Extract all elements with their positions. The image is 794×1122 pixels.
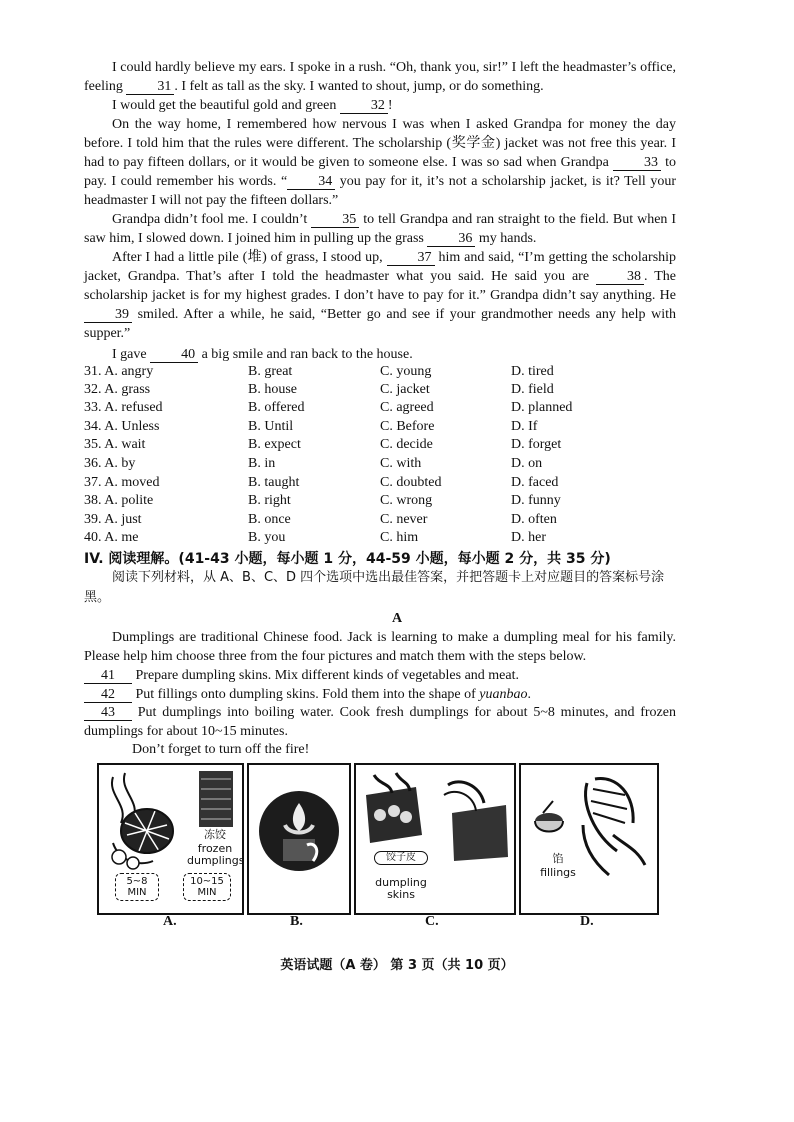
text: you pay for it, it’s not a scholarship jacket, is it? Tell your headmaster I will not pay the fifteen dollars.”	[84, 174, 677, 208]
section-heading: IV. 阅读理解。(41-43 小题，每小题 1 分，44-59 小题，每小题 2 分，共 35 分)	[84, 551, 611, 567]
text: to pay. I could remember his words. “	[84, 155, 677, 189]
reminder: Don’t forget to turn off the fire!	[132, 742, 310, 757]
text: After I had a little pile (堆) of grass, I stood up,	[112, 250, 383, 265]
passage-paragraph-6	[84, 345, 676, 364]
text: . I felt as tall as the sky. I wanted to shout, jump, or do something.	[174, 79, 544, 94]
text: I could hardly believe my ears. I spoke in a rush. “Oh, thank you, sir!” I left the headmaster’s office, feeling	[84, 60, 676, 94]
section-instruction: 阅读下列材料，从 A、B、C、D 四个选项中选出最佳答案，并把答题卡上对应题目的答案标号涂黑。	[84, 570, 665, 605]
option-36-c: C. with	[380, 456, 422, 471]
text: Prepare dumpling skins. Mix different kinds of vegetables and meat.	[135, 668, 519, 683]
option-40-d: D. her	[511, 530, 546, 545]
text: smiled. After a while, he said, “Better go and see if your grandmother needs any help with supper.”	[84, 307, 676, 341]
option-35-a: 35. A. wait	[84, 437, 146, 452]
passage-paragraph-3	[84, 115, 676, 210]
blank-37: 37	[387, 250, 435, 266]
intro-paragraph: Dumplings are traditional Chinese food. Jack is learning to make a dumpling meal for his family. Please help him choose three from the four pictures and match them with the steps below.	[84, 630, 676, 664]
stove-fire-icon	[249, 765, 349, 913]
blank-40: 40	[150, 347, 198, 363]
picture-label-c: C.	[425, 914, 439, 929]
skins-label: skins	[387, 888, 415, 901]
frozen-dumplings-cn: 冻饺	[204, 828, 226, 841]
option-39-a: 39. A. just	[84, 512, 142, 527]
blank-41: 41	[84, 668, 132, 684]
fillings-label: fillings	[540, 866, 576, 879]
text: On the way home, I remembered how nervous I was when I asked Grandpa for money the day before. I told him that the rules were different. The scholarship (奖学金) jacket was not free this year. I had to pay fifteen dollars, or it would be given to someone else. I was so sad when Grandpa	[84, 117, 676, 170]
option-40-a: 40. A. me	[84, 530, 139, 545]
folding-dumpling-icon	[521, 765, 657, 913]
time-unit: MIN	[197, 887, 217, 898]
blank-34: 34	[287, 174, 335, 190]
option-36-a: 36. A. by	[84, 456, 136, 471]
text: Put fillings onto dumpling skins. Fold them into the shape of	[135, 687, 476, 702]
text: my hands.	[478, 231, 537, 246]
option-33-a: 33. A. refused	[84, 400, 163, 415]
option-36-b: B. in	[248, 456, 276, 471]
dumpling-skins-cn: 饺子皮	[374, 851, 428, 865]
passage-paragraph-2	[84, 96, 676, 115]
picture-b	[247, 763, 351, 915]
option-34-c: C. Before	[380, 419, 435, 434]
option-38-a: 38. A. polite	[84, 493, 154, 508]
option-38-b: B. right	[248, 493, 291, 508]
part-label: A	[391, 611, 403, 626]
text: a big smile and ran back to the house.	[201, 347, 413, 362]
time-badge-fresh	[115, 873, 159, 901]
fillings-cn: 馅	[552, 852, 564, 865]
option-33-b: B. offered	[248, 400, 305, 415]
option-35-d: D. forget	[511, 437, 562, 452]
blank-33: 33	[613, 155, 661, 171]
option-40-c: C. him	[380, 530, 419, 545]
blank-43: 43	[84, 705, 132, 721]
picture-label-d: D.	[580, 914, 594, 929]
option-31-c: C. young	[380, 364, 432, 379]
blank-32: 32	[340, 98, 388, 114]
option-39-b: B. once	[248, 512, 291, 527]
step-42	[84, 685, 676, 704]
passage-paragraph-5	[84, 248, 676, 343]
picture-label-a: A.	[163, 914, 177, 929]
frozen-label: frozen	[197, 842, 233, 855]
blank-31: 31	[126, 79, 174, 95]
picture-d	[519, 763, 659, 915]
option-33-c: C. agreed	[380, 400, 434, 415]
time-unit: MIN	[127, 887, 147, 898]
option-35-c: C. decide	[380, 437, 433, 452]
option-33-d: D. planned	[511, 400, 573, 415]
option-34-d: D. If	[511, 419, 538, 434]
text: I would get the beautiful gold and green	[112, 98, 337, 113]
text: .	[527, 687, 531, 702]
text: !	[387, 98, 393, 113]
step-41	[84, 666, 676, 685]
time-value: 5~8	[126, 876, 148, 887]
option-38-d: D. funny	[511, 493, 561, 508]
blank-36: 36	[427, 231, 475, 247]
option-34-a: 34. A. Unless	[84, 419, 160, 434]
option-31-d: D. tired	[511, 364, 554, 379]
option-39-c: C. never	[380, 512, 428, 527]
option-32-a: 32. A. grass	[84, 382, 151, 397]
time-badge-frozen	[183, 873, 231, 901]
option-37-c: C. doubted	[380, 475, 442, 490]
picture-label-b: B.	[290, 914, 303, 929]
option-34-b: B. Until	[248, 419, 294, 434]
option-32-c: C. jacket	[380, 382, 430, 397]
passage-paragraph-1	[84, 58, 676, 96]
picture-a	[97, 763, 244, 915]
option-40-b: B. you	[248, 530, 286, 545]
passage-paragraph-4	[84, 210, 676, 248]
option-32-b: B. house	[248, 382, 297, 397]
text: to tell Grandpa and ran straight to the field. But when I saw him, I slowed down. I joined him in pulling up the grass	[84, 212, 677, 246]
time-value: 10~15	[190, 876, 224, 887]
option-37-a: 37. A. moved	[84, 475, 160, 490]
text: him and said, “I’m getting the scholarship jacket, Grandpa. That’s after I told the headmaster what you said. He said you are	[84, 250, 677, 284]
text: I gave	[112, 347, 147, 362]
option-37-b: B. taught	[248, 475, 300, 490]
blank-38: 38	[596, 269, 644, 285]
option-35-b: B. expect	[248, 437, 301, 452]
page-footer: 英语试题（A 卷） 第 3 页（共 10 页）	[280, 958, 514, 973]
blank-35: 35	[311, 212, 359, 228]
dumpling-label: dumpling	[375, 876, 427, 889]
dumplings-label: dumplings	[187, 854, 245, 867]
option-38-c: C. wrong	[380, 493, 433, 508]
option-31-a: 31. A. angry	[84, 364, 154, 379]
option-37-d: D. faced	[511, 475, 559, 490]
picture-c	[354, 763, 516, 915]
option-32-d: D. field	[511, 382, 554, 397]
blank-39: 39	[84, 307, 132, 323]
text: Put dumplings into boiling water. Cook fresh dumplings for about 5~8 minutes, and frozen dumplings for about 10~15 minutes.	[84, 705, 676, 739]
blank-42: 42	[84, 687, 132, 703]
option-31-b: B. great	[248, 364, 293, 379]
option-39-d: D. often	[511, 512, 557, 527]
text: Grandpa didn’t fool me. I couldn’t	[112, 212, 308, 227]
step-43	[84, 703, 676, 741]
option-36-d: D. on	[511, 456, 543, 471]
text-italic: yuanbao	[479, 687, 528, 702]
text: . The scholarship jacket is for my highest grades. I don’t have to pay for it.” Grandpa didn’t say anything. He	[84, 269, 676, 303]
